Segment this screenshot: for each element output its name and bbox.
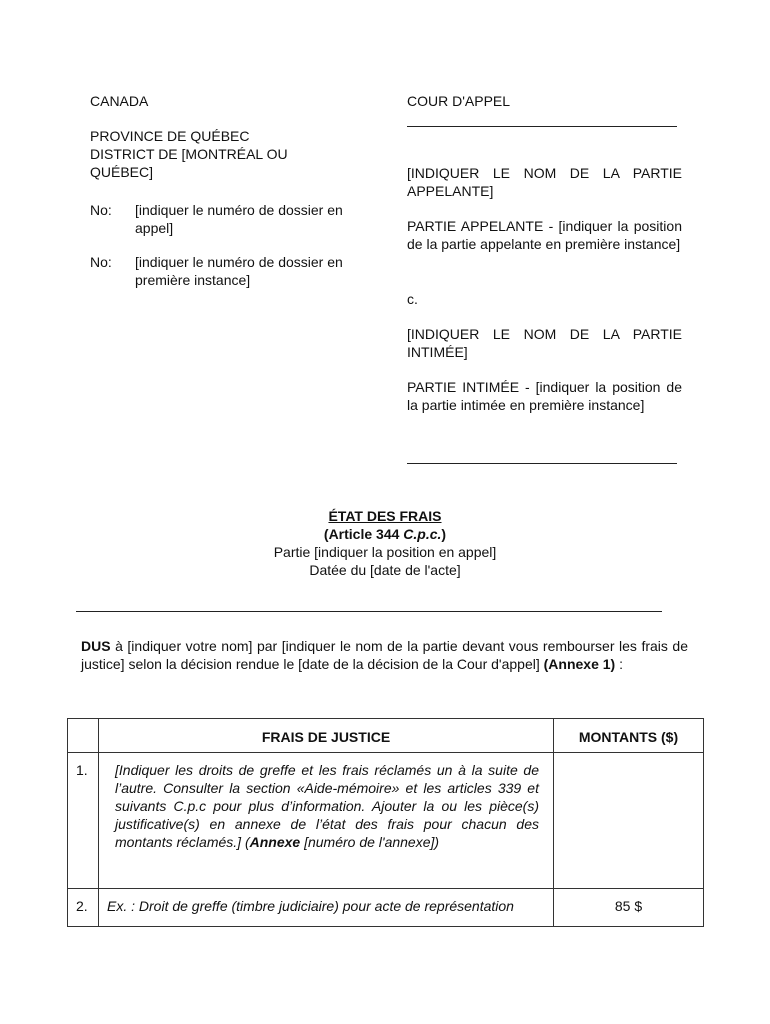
table-header-number xyxy=(68,719,99,753)
appellant-role: PARTIE APPELANTE - [indiquer la position de la partie appelante en première instance] xyxy=(407,218,682,252)
table-row xyxy=(68,889,704,927)
respondent-role: PARTIE INTIMÉE - [indiquer la position de la partie intimée en première instance] xyxy=(407,379,682,413)
row-description: Ex. : Droit de greffe (timbre judiciaire) pour acte de représentation xyxy=(99,889,554,927)
row-description: [Indiquer les droits de greffe et les frais réclamés un à la suite de l’autre. Consulter la section «Aide-mémoire» et les articles 339 et suivants C.p.c pour plus d’information. Ajouter la ou les pièce(s) justificative(s) en annexe de l’état des frais pour chacun des montants réclamés.] (Annexe [numéro de l'annexe]) xyxy=(99,753,554,889)
document-title: ÉTAT DES FRAIS xyxy=(328,508,442,524)
file-number-label-first-instance: No: xyxy=(90,254,112,270)
table-header-amounts: MONTANTS ($) xyxy=(554,719,704,753)
file-number-first-instance: [indiquer le numéro de dossier en première instance] xyxy=(135,254,343,288)
table-row xyxy=(68,753,704,889)
title-rule xyxy=(76,611,662,612)
table-header-row xyxy=(68,719,704,753)
article-reference: (Article 344 C.p.c.) xyxy=(323,526,447,542)
court-label: COUR D'APPEL xyxy=(407,93,511,109)
parties-rule xyxy=(407,463,677,464)
district-label: DISTRICT DE [MONTRÉAL OU QUÉBEC] xyxy=(90,146,288,180)
court-rule xyxy=(407,126,677,127)
respondent-name: [INDIQUER LE NOM DE LA PARTIE INTIMÉE] xyxy=(407,326,682,360)
appellant-name: [INDIQUER LE NOM DE LA PARTIE APPELANTE] xyxy=(407,165,682,199)
row-number: 2. xyxy=(68,889,99,927)
file-number-appeal: [indiquer le numéro de dossier en appel] xyxy=(135,202,343,236)
row-number: 1. xyxy=(68,753,99,889)
table-header-costs: FRAIS DE JUSTICE xyxy=(99,719,554,753)
row-amount xyxy=(554,753,704,889)
row-amount: 85 $ xyxy=(554,889,704,927)
province-label: PROVINCE DE QUÉBEC xyxy=(90,128,250,144)
document-date: Datée du [date de l'acte] xyxy=(309,562,461,578)
versus-label: c. xyxy=(407,291,418,307)
file-number-label-appeal: No: xyxy=(90,202,112,218)
country-label: CANADA xyxy=(90,93,149,109)
costs-table xyxy=(67,718,704,927)
party-position: Partie [indiquer la position en appel] xyxy=(273,544,497,560)
due-paragraph: DUS à [indiquer votre nom] par [indiquer le nom de la partie devant vous rembourser les frais de justice] selon la décision rendue le [date de la décision de la Cour d'appel] (Annexe 1) : xyxy=(81,638,688,672)
